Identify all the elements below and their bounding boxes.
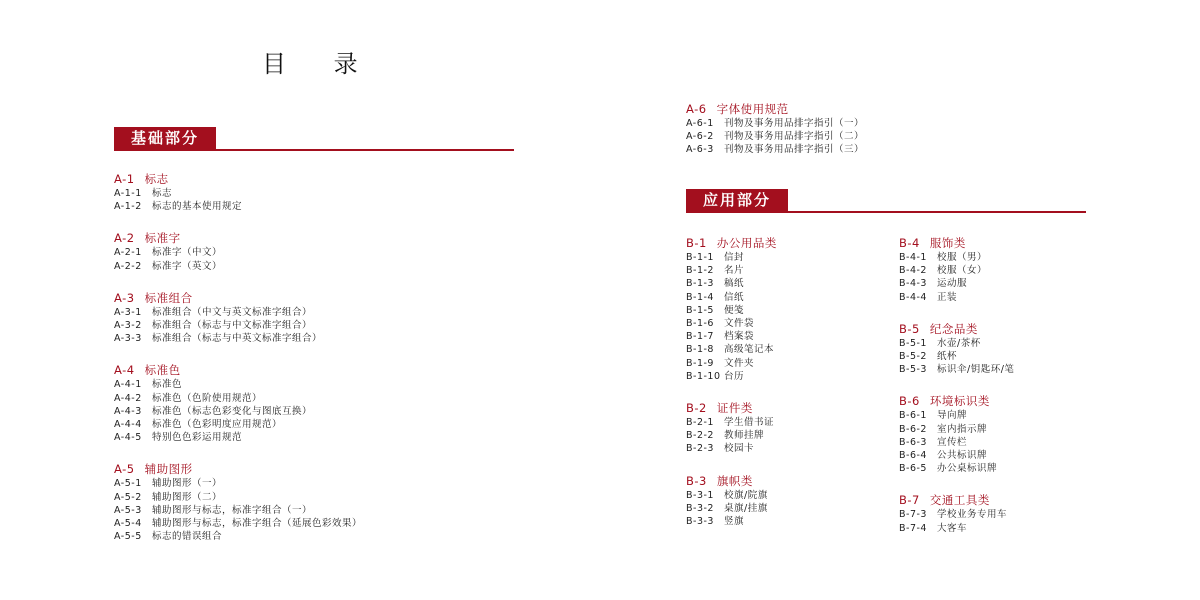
entry-code: B-6-3 [899,436,927,448]
toc-entry[interactable] [686,442,777,455]
toc-entry[interactable] [899,251,1014,264]
group-code: A-2 [114,231,135,246]
entry-code: B-1-2 [686,265,714,277]
group-code: A-3 [114,290,135,305]
entry-text: 水壶/茶杯 [937,337,981,349]
entry-text: 辅助图形与标志，标准字组合（一） [152,504,313,516]
entry-code: A-3-1 [114,306,142,318]
toc-entry[interactable] [114,491,362,504]
toc-entry[interactable] [899,462,1014,475]
entry-code: B-1-6 [686,318,714,330]
toc-entry[interactable] [899,522,1014,535]
group-title [114,231,362,245]
toc-entry[interactable] [899,350,1014,363]
group-title-text: 标准字 [144,231,181,246]
entry-text: 校服（女） [937,265,988,277]
entry-code: B-5-2 [899,351,927,363]
group-title [899,322,1014,336]
entry-code: B-2-1 [686,417,714,429]
entry-code: B-1-5 [686,304,714,316]
group-title-text: 字体使用规范 [716,102,789,116]
basic-groups-column [114,172,362,561]
entry-text: 标志的基本使用规定 [152,201,243,213]
entry-code: B-2-2 [686,430,714,442]
entry-text: 校旗/院旗 [724,489,768,501]
entry-code: B-7-4 [899,522,927,534]
toc-group [686,401,777,456]
entry-text: 台历 [724,370,745,382]
toc-entry[interactable] [114,517,362,530]
entry-text: 标准字（英文） [152,260,223,272]
entry-code: B-6-4 [899,450,927,462]
group-title [686,236,777,250]
toc-entry[interactable] [899,291,1014,304]
group-title [114,462,362,476]
toc-entry[interactable] [114,504,362,517]
toc-entry[interactable] [899,508,1014,521]
entry-text: 运动服 [937,278,968,290]
group-code: B-3 [686,473,707,488]
entry-code: A-1-1 [114,188,142,199]
toc-entry[interactable] [899,449,1014,462]
toc-entry[interactable] [686,291,777,304]
toc-entry[interactable] [686,502,777,515]
toc-entry[interactable] [686,304,777,317]
group-title [686,401,777,415]
page-title: 目 录 [262,50,378,78]
entry-code: A-3-3 [114,333,142,345]
toc-entry[interactable] [686,143,864,156]
entry-text: 档案袋 [724,331,755,343]
entry-text: 高级笔记本 [724,344,775,356]
entry-text: 宣传栏 [937,436,968,448]
entry-code: B-5-1 [899,337,927,349]
group-title [899,236,1014,250]
group-code: B-6 [899,394,920,409]
group-code: B-1 [686,236,707,250]
entry-text: 办公桌标识牌 [937,463,998,475]
toc-group [114,291,362,346]
entry-text: 文件袋 [724,318,755,330]
applied-left-column [686,236,777,546]
entry-code: B-4-1 [899,252,927,263]
entry-code: B-6-5 [899,463,927,475]
group-code: B-2 [686,401,707,416]
entry-code: B-1-7 [686,331,714,343]
group-title-text: 旗帜类 [716,473,753,488]
entry-code: A-5-4 [114,518,142,530]
entry-text: 文件夹 [724,357,755,369]
entry-code: B-7-3 [899,509,927,521]
toc-entry[interactable] [686,429,777,442]
entry-code: A-4-5 [114,432,142,444]
entry-code: A-6-2 [686,131,714,143]
entry-code: B-3-3 [686,516,714,528]
entry-text: 校服（男） [937,252,988,263]
entry-text: 纸杯 [937,351,958,363]
entry-text: 标准色（色彩明度应用规范） [152,419,283,431]
entry-text: 刊物及事务用品排字指引（一） [724,118,865,129]
entry-code: A-3-2 [114,320,142,332]
entry-text: 正装 [937,291,958,303]
entry-text: 学校业务专用车 [937,509,1008,521]
entry-code: B-6-2 [899,423,927,435]
entry-text: 桌旗/挂旗 [724,502,768,514]
entry-code: A-1-2 [114,201,142,213]
group-title-text: 环境标识类 [929,394,990,409]
toc-entry[interactable] [686,277,777,290]
toc-group [899,493,1014,534]
entry-code: A-2-1 [114,247,142,259]
basic-section-header [114,127,514,151]
entry-code: A-6-3 [686,144,714,156]
group-title-text: 纪念品类 [929,321,978,336]
entry-text: 室内指示牌 [937,423,988,435]
group-title-text: 标准组合 [144,290,193,305]
entry-code: B-4-3 [899,278,927,290]
toc-entry[interactable] [686,264,777,277]
entry-code: A-4-4 [114,419,142,431]
toc-group [686,236,777,383]
entry-text: 竖旗 [724,516,745,528]
entry-text: 信封 [724,252,745,263]
entry-text: 信纸 [724,291,745,303]
toc-entry[interactable] [114,260,362,273]
group-title [114,363,362,377]
toc-entry[interactable] [899,436,1014,449]
basic-section-rule [114,149,514,151]
toc-entry[interactable] [114,319,362,332]
toc-entry[interactable] [114,187,362,200]
toc-entry[interactable] [686,357,777,370]
entry-text: 标志 [152,188,173,199]
entry-code: B-1-4 [686,291,714,303]
entry-text: 标准色 [152,379,183,391]
toc-entry[interactable] [114,530,362,543]
entry-text: 标准色（标志色彩变化与图底互换） [152,405,313,417]
entry-code: B-3-2 [686,502,714,514]
toc-entry[interactable] [114,246,362,259]
toc-entry[interactable] [114,378,362,391]
entry-code: B-1-10 [686,370,721,382]
entry-text: 标识伞/钥匙环/笔 [937,364,1015,376]
entry-text: 标准字（中文） [152,247,223,259]
entry-text: 特别色色彩运用规范 [152,432,243,444]
toc-entry[interactable] [686,317,777,330]
entry-code: A-5-5 [114,531,142,543]
toc-entry[interactable] [114,306,362,319]
entry-code: B-1-1 [686,252,714,263]
entry-code: B-6-1 [899,410,927,422]
group-title-text: 交通工具类 [929,493,990,508]
entry-text: 标志的错误组合 [152,531,223,543]
basic-section-tab: 基础部分 [114,127,216,149]
entry-text: 教师挂牌 [724,430,765,442]
entry-text: 标准组合（标志与中文标准字组合） [152,320,313,332]
toc-entry[interactable] [899,423,1014,436]
toc-entry[interactable] [899,264,1014,277]
toc-entry[interactable] [114,392,362,405]
toc-entry[interactable] [686,343,777,356]
group-code: A-6 [686,102,707,116]
a6-group-column [686,102,864,175]
entry-code: A-5-1 [114,478,142,490]
toc-entry[interactable] [114,200,362,213]
entry-text: 刊物及事务用品排字指引（三） [724,144,865,156]
toc-entry[interactable] [114,431,362,444]
entry-text: 标准组合（标志与中英文标准字组合） [152,333,323,345]
entry-text: 稿纸 [724,278,745,290]
entry-text: 标准组合（中文与英文标准字组合） [152,306,313,318]
group-title-text: 标准色 [144,363,181,378]
toc-entry[interactable] [686,330,777,343]
toc-group [686,474,777,529]
group-title-text: 办公用品类 [716,236,777,250]
applied-section-tab: 应用部分 [686,189,788,211]
toc-entry[interactable] [686,251,777,264]
entry-text: 公共标识牌 [937,450,988,462]
group-code: B-5 [899,321,920,336]
group-code: B-7 [899,493,920,508]
entry-text: 导向牌 [937,410,968,422]
group-code: A-4 [114,363,135,378]
entry-code: A-5-2 [114,491,142,503]
entry-code: B-4-4 [899,291,927,303]
entry-code: A-4-1 [114,379,142,391]
entry-text: 学生借书证 [724,417,775,429]
group-title [686,102,864,116]
group-title [114,291,362,305]
toc-entry[interactable] [899,363,1014,376]
toc-group [114,462,362,543]
toc-entry[interactable] [899,277,1014,290]
entry-code: A-4-3 [114,405,142,417]
entry-text: 标准色（色阶使用规范） [152,392,263,404]
group-title [686,474,777,488]
group-title [899,394,1014,408]
group-code: B-4 [899,236,920,250]
group-title [899,493,1014,507]
toc-group [899,322,1014,377]
entry-text: 校园卡 [724,443,755,455]
group-title-text: 标志 [144,172,169,186]
toc-group [114,172,362,213]
entry-code: B-1-8 [686,344,714,356]
toc-entry[interactable] [686,515,777,528]
entry-text: 辅助图形（二） [152,491,223,503]
entry-text: 辅助图形与标志，标准字组合（延展色彩效果） [152,518,363,530]
entry-code: A-5-3 [114,504,142,516]
entry-text: 刊物及事务用品排字指引（二） [724,131,865,143]
applied-section-header [686,189,1086,213]
toc-entry[interactable] [899,409,1014,422]
group-title [114,172,362,186]
entry-text: 便笺 [724,304,745,316]
toc-group [899,236,1014,304]
entry-code: B-2-3 [686,443,714,455]
group-code: A-5 [114,462,135,477]
entry-code: B-3-1 [686,489,714,501]
entry-text: 名片 [724,265,745,277]
toc-group [114,231,362,272]
entry-code: B-4-2 [899,265,927,277]
group-title-text: 证件类 [716,401,753,416]
entry-code: B-1-3 [686,278,714,290]
toc-entry[interactable] [114,405,362,418]
toc-entry[interactable] [114,418,362,431]
group-title-text: 辅助图形 [144,462,193,477]
entry-text: 辅助图形（一） [152,478,223,490]
entry-code: A-4-2 [114,392,142,404]
toc-group [899,394,1014,475]
toc-group [686,102,864,157]
toc-entry[interactable] [899,337,1014,350]
entry-code: A-2-2 [114,260,142,272]
toc-group [114,363,362,444]
entry-code: B-1-9 [686,357,714,369]
toc-entry[interactable] [686,416,777,429]
group-title-text: 服饰类 [929,236,966,250]
entry-code: A-6-1 [686,118,714,129]
toc-entry[interactable] [686,117,864,130]
toc-entry[interactable] [114,477,362,490]
toc-entry[interactable] [686,370,777,383]
entry-text: 大客车 [937,522,968,534]
applied-section-rule [686,211,1086,213]
applied-right-column [899,236,1014,553]
toc-entry[interactable] [114,332,362,345]
entry-code: B-5-3 [899,364,927,376]
group-code: A-1 [114,172,135,186]
toc-entry[interactable] [686,489,777,502]
toc-entry[interactable] [686,130,864,143]
